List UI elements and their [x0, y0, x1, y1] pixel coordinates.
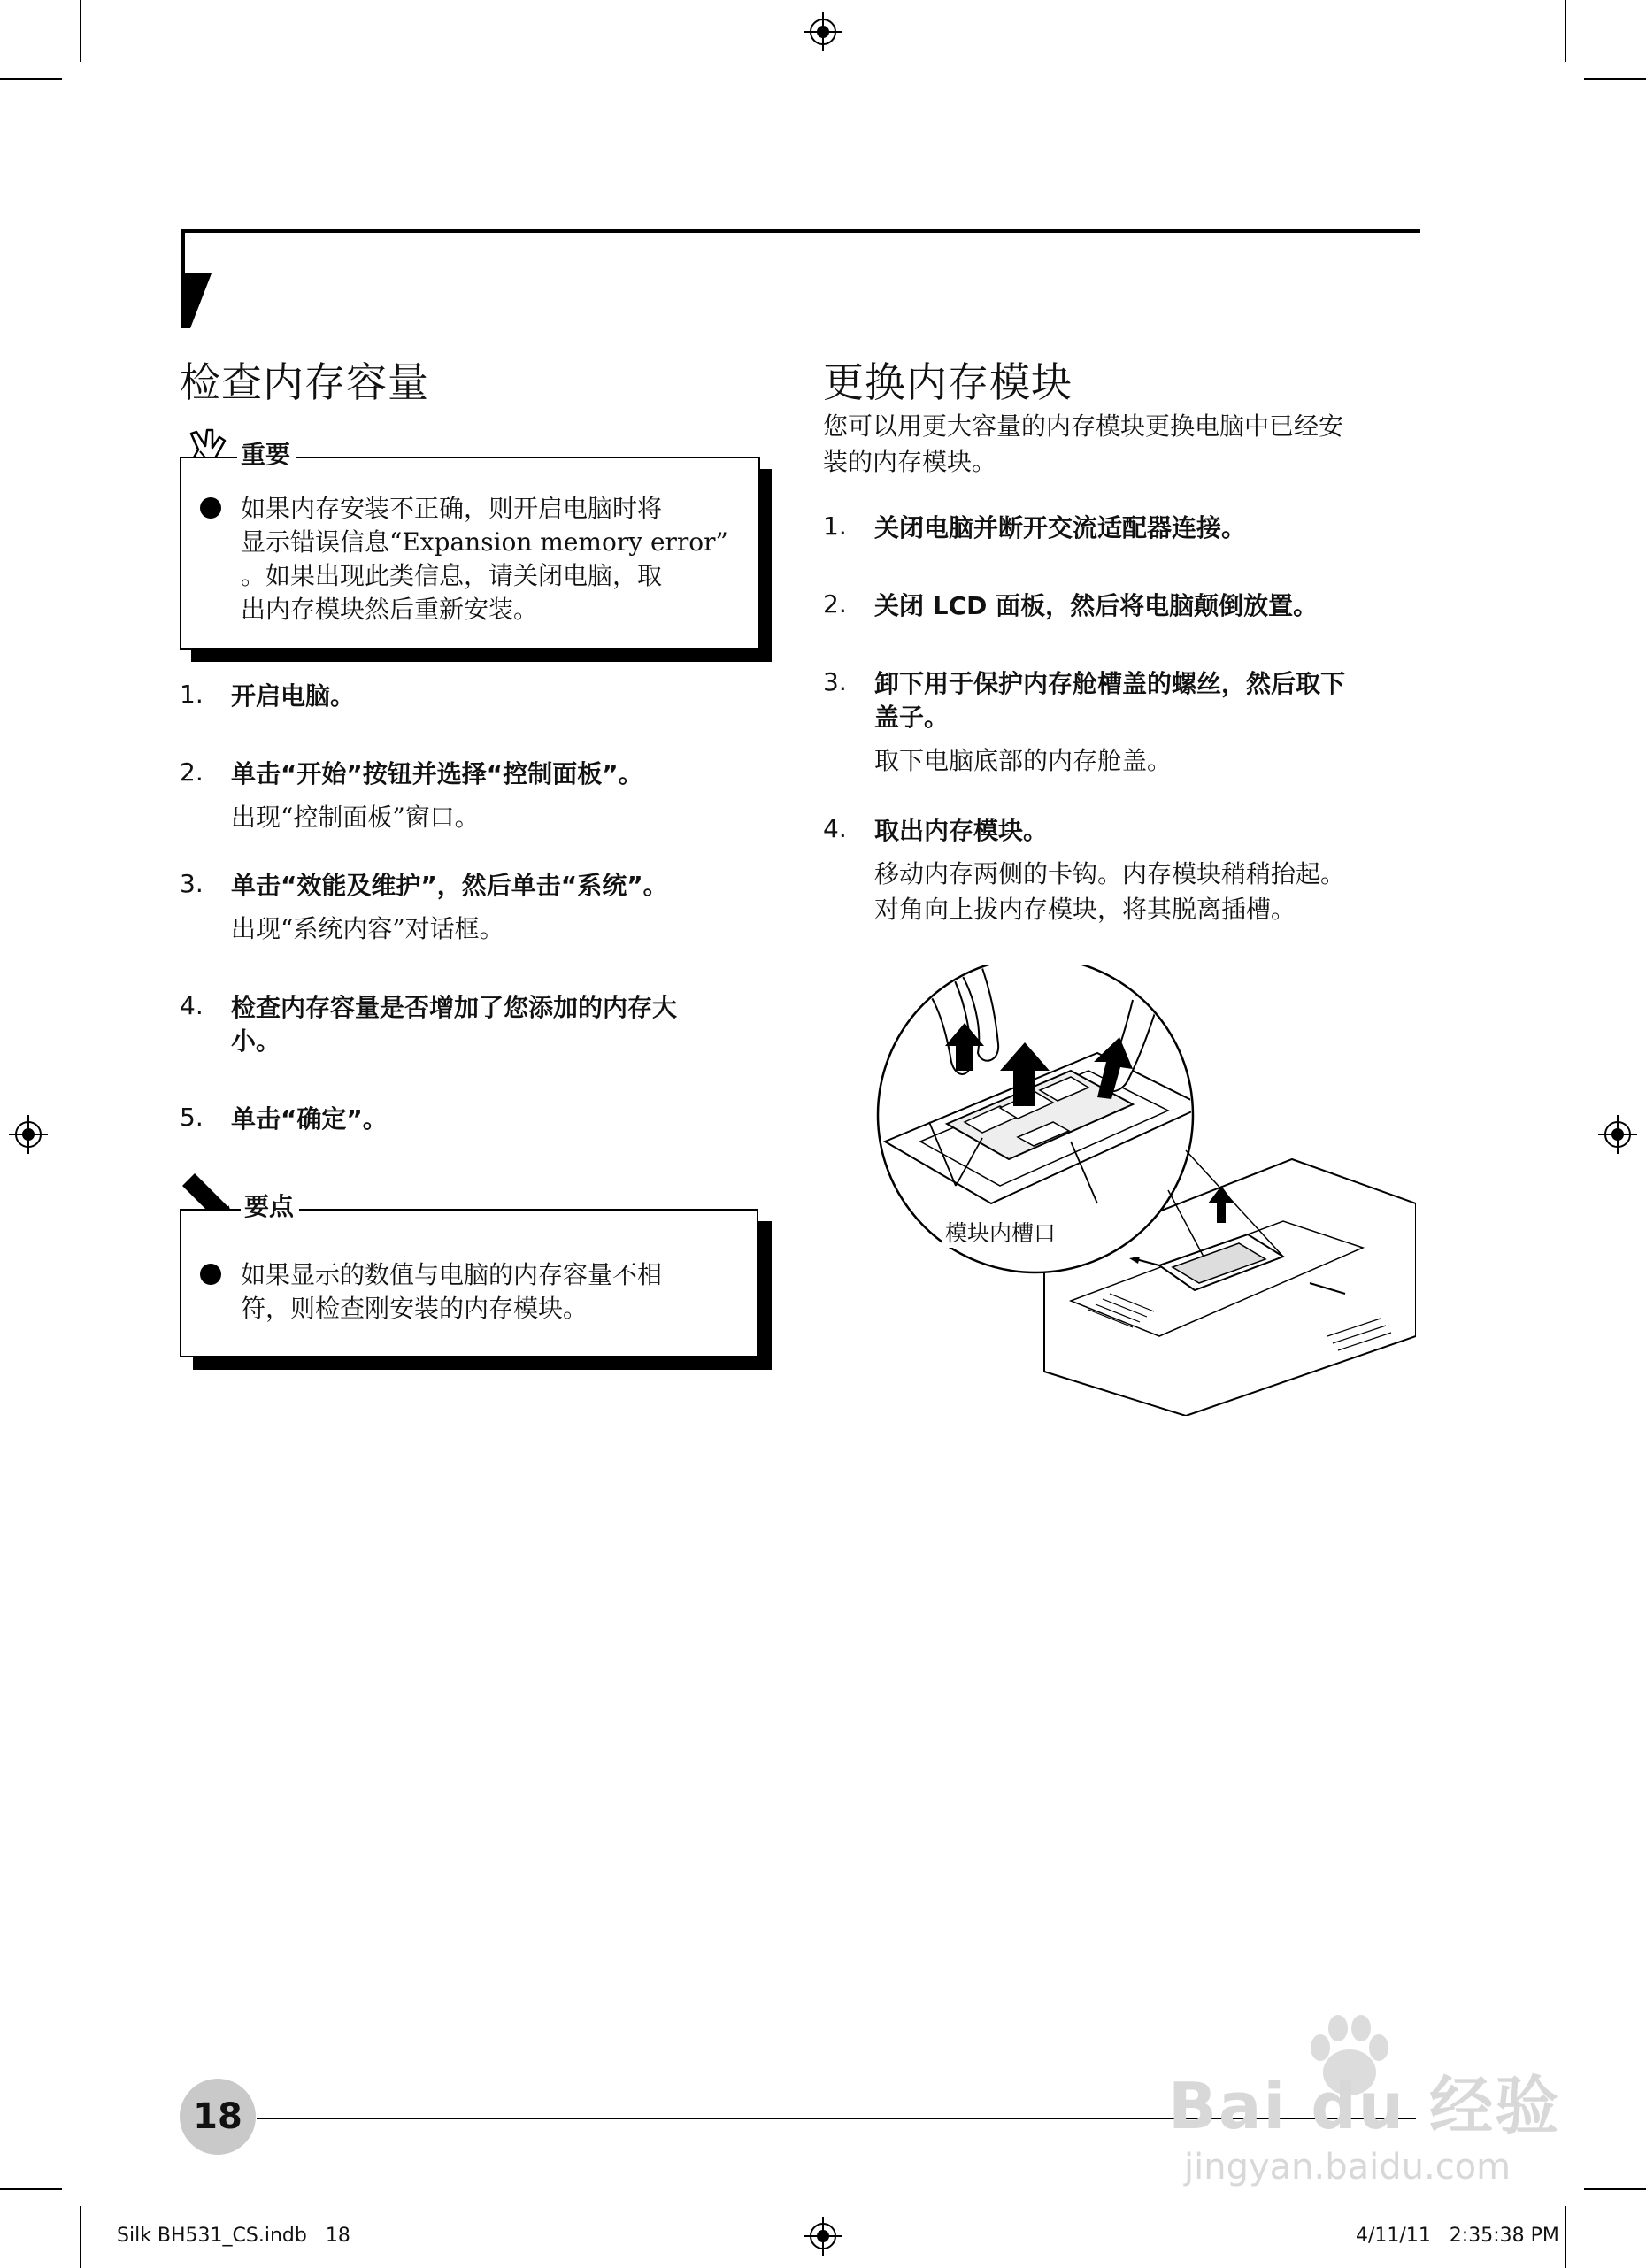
step-text: 单击“效能及维护”，然后单击“系统”。 [231, 871, 668, 900]
registration-mark-icon [9, 1115, 48, 1154]
step-result: 出现“控制面板”窗口。 [231, 803, 480, 832]
important-line: 。如果出现此类信息，请关闭电脑，取 [241, 561, 663, 590]
step-text: 单击“开始”按钮并选择“控制面板”。 [231, 759, 643, 788]
step-number: 3. [180, 869, 204, 898]
tip-text [241, 1258, 754, 1326]
bullet-icon [200, 1264, 221, 1285]
watermark-url: jingyan.baidu.com [1184, 2147, 1511, 2187]
section-heading-replace-memory: 更换内存模块 [823, 358, 1073, 406]
step-text-line: 盖子。 [874, 703, 950, 732]
slug-right: 4/11/11 2:35:38 PM [1356, 2225, 1559, 2247]
step-text [231, 991, 815, 1058]
important-line: 显示错误信息“Expansion memory error” [241, 527, 728, 557]
header-wedge [181, 229, 217, 328]
figure-callout-label: 模块内槽口 [942, 1216, 1059, 1248]
step-text: 开启电脑。 [231, 681, 356, 711]
crop-mark [80, 0, 81, 62]
crop-mark [1565, 2206, 1566, 2268]
step-result: 取下电脑底部的内存舱盖。 [874, 746, 1173, 775]
important-line: 出内存模块然后重新安装。 [241, 595, 539, 624]
step-text: 取出内存模块。 [874, 816, 1049, 845]
registration-mark-icon [804, 2217, 842, 2256]
tip-line: 符，则检查刚安装的内存模块。 [241, 1294, 588, 1323]
important-line: 如果内存安装不正确，则开启电脑时将 [241, 494, 663, 523]
step-text: 单击“确定”。 [231, 1104, 388, 1134]
step-number: 1. [823, 511, 847, 541]
step-number: 1. [180, 680, 204, 709]
step-number: 4. [823, 814, 847, 843]
step-text-line: 小。 [231, 1026, 281, 1056]
crop-mark [1584, 2188, 1646, 2190]
registration-mark-icon [1598, 1115, 1637, 1154]
step-result-line: 对角向上拔内存模块，将其脱离插槽。 [874, 895, 1296, 924]
intro-line: 您可以用更大容量的内存模块更换电脑中已经安 [823, 411, 1344, 441]
step-result: 出现“系统内容”对话框。 [231, 914, 504, 943]
crop-mark [1565, 0, 1566, 62]
page-number: 18 [193, 2096, 242, 2137]
tip-line: 如果显示的数值与电脑的内存容量不相 [241, 1260, 663, 1289]
step-text: 关闭电脑并断开交流适配器连接。 [874, 513, 1247, 542]
crop-mark [0, 78, 62, 80]
step-number: 5. [180, 1103, 204, 1132]
header-rule [181, 229, 1420, 233]
bullet-icon [200, 497, 221, 519]
step-text [874, 667, 1458, 734]
tip-title: 要点 [241, 1188, 299, 1223]
step-text-line: 检查内存容量是否增加了您添加的内存大 [231, 993, 678, 1022]
step-number: 2. [180, 757, 204, 787]
memory-module-illustration [867, 965, 1416, 1416]
step-text-line: 卸下用于保护内存舱槽盖的螺丝，然后取下 [874, 669, 1346, 698]
section-heading-check-memory: 检查内存容量 [180, 358, 429, 406]
step-text: 关闭 LCD 面板，然后将电脑颠倒放置。 [874, 591, 1319, 620]
step-number: 3. [823, 667, 847, 696]
watermark-text: Bai du 经验 [1168, 2069, 1561, 2143]
crop-mark [0, 2188, 62, 2190]
crop-mark [80, 2206, 81, 2268]
crop-mark [1584, 78, 1646, 80]
intro-text [823, 409, 1425, 480]
step-result [874, 857, 1458, 927]
intro-line: 装的内存模块。 [823, 447, 997, 476]
slug-left: Silk BH531_CS.indb 18 [117, 2225, 350, 2247]
step-number: 2. [823, 589, 847, 619]
step-number: 4. [180, 991, 204, 1020]
registration-mark-icon [804, 12, 842, 51]
important-title: 重要 [237, 435, 296, 471]
important-text [241, 492, 754, 627]
step-result-line: 移动内存两侧的卡钩。内存模块稍稍抬起。 [874, 859, 1346, 888]
